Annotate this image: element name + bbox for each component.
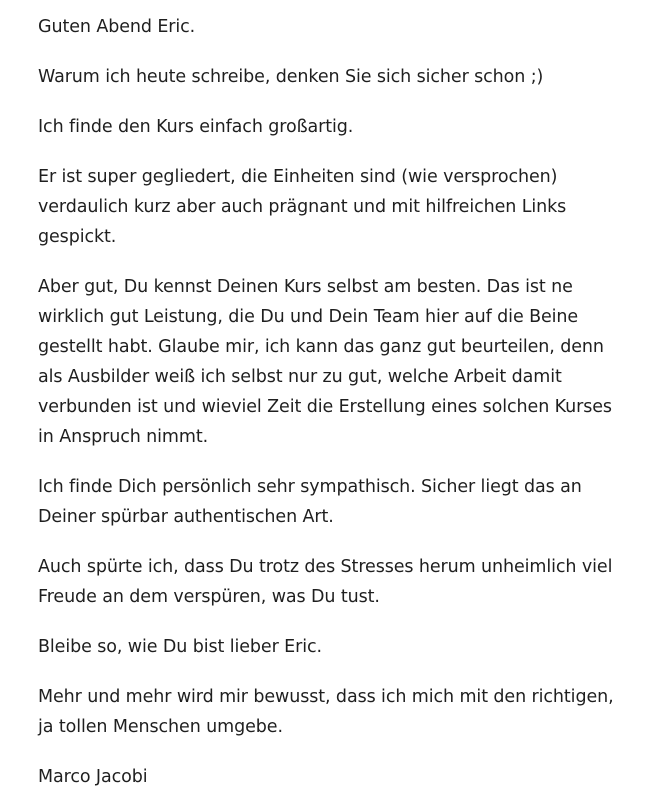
letter-paragraph: Mehr und mehr wird mir bewusst, dass ich mich mit den richtigen, ja tollen Menschen umgebe. [38,687,614,737]
letter-paragraph: Er ist super gegliedert, die Einheiten sind (wie versprochen) verdaulich kurz aber auch prägnant und mit hilfreichen Links gespickt. [38,167,567,247]
letter-paragraph: Auch spürte ich, dass Du trotz des Stresses herum unheimlich viel Freude an dem verspüren, was Du tust. [38,557,613,607]
letter-paragraph: Warum ich heute schreibe, denken Sie sich sicher schon ;) [38,67,544,87]
letter-body [38,12,618,792]
letter-signature: Marco Jacobi [38,767,148,787]
letter-paragraph: Ich finde den Kurs einfach großartig. [38,117,354,137]
letter-greeting: Guten Abend Eric. [38,17,196,37]
letter-paragraph: Ich finde Dich persönlich sehr sympathisch. Sicher liegt das an Deiner spürbar authentischen Art. [38,477,582,527]
letter-paragraph: Aber gut, Du kennst Deinen Kurs selbst am besten. Das ist ne wirklich gut Leistung, die Du und Dein Team hier auf die Beine gestellt habt. Glaube mir, ich kann das ganz gut beurteilen, denn als Ausbilder weiß ich selbst nur zu gut, welche Arbeit damit verbunden ist und wieviel Zeit die Erstellung eines solchen Kurses in Anspruch nimmt. [38,277,612,447]
letter-paragraph: Bleibe so, wie Du bist lieber Eric. [38,637,322,657]
